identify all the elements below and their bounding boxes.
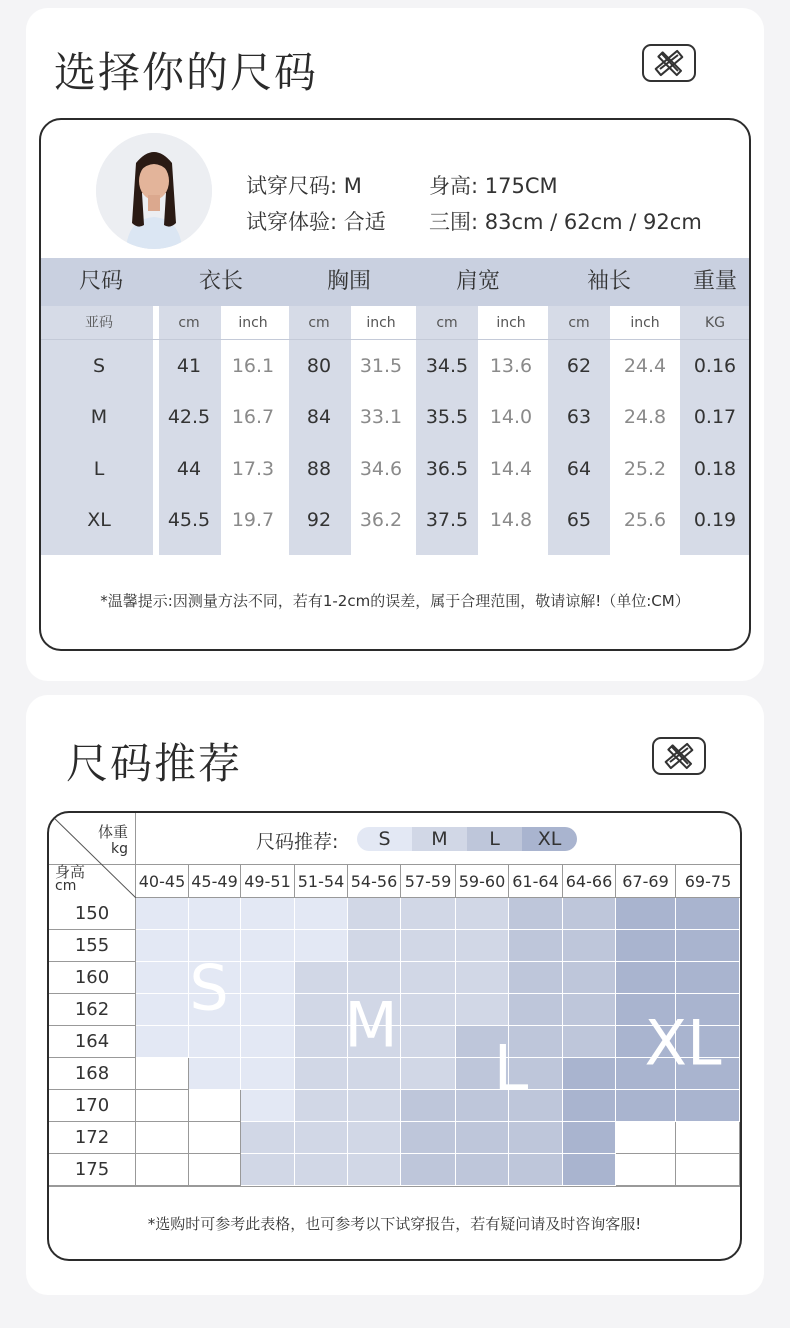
size-value: 24.8 bbox=[623, 406, 667, 428]
height-row-header: 175 bbox=[49, 1154, 136, 1186]
size-zone-label: XL bbox=[644, 1006, 722, 1080]
size-cell bbox=[456, 930, 509, 962]
size-cell bbox=[189, 1090, 241, 1122]
size-value: 65 bbox=[566, 509, 592, 531]
ruler-icon bbox=[652, 737, 706, 775]
size-cell bbox=[136, 1122, 189, 1154]
weight-range-header: 59-60 bbox=[456, 865, 509, 898]
size-cell bbox=[189, 1154, 241, 1186]
size-cell bbox=[136, 1058, 189, 1090]
size-cell bbox=[401, 1058, 456, 1090]
size-cell bbox=[241, 1122, 295, 1154]
legend-item-l: L bbox=[467, 827, 522, 851]
size-zone-label: S bbox=[189, 951, 229, 1025]
subheader-cell: inch bbox=[366, 315, 396, 331]
size-value: 0.17 bbox=[693, 406, 737, 428]
size-cell bbox=[676, 930, 740, 962]
size-value: 36.2 bbox=[359, 509, 403, 531]
size-cell bbox=[295, 1026, 348, 1058]
size-cell bbox=[676, 1154, 740, 1186]
size-cell bbox=[295, 1058, 348, 1090]
section-title: 尺码推荐 bbox=[66, 739, 243, 788]
size-cell bbox=[676, 1090, 740, 1122]
size-cell bbox=[348, 1058, 401, 1090]
size-cell bbox=[241, 1154, 295, 1186]
size-cell bbox=[401, 930, 456, 962]
size-table-subheader bbox=[41, 306, 749, 340]
header-weight: 重量 bbox=[692, 269, 738, 294]
size-cell bbox=[563, 1154, 616, 1186]
size-label: S bbox=[92, 355, 106, 377]
size-value: 17.3 bbox=[231, 458, 275, 480]
weight-unit: kg bbox=[111, 841, 128, 857]
legend-item-m: M bbox=[412, 827, 467, 851]
size-cell bbox=[456, 1122, 509, 1154]
weight-range-header: 64-66 bbox=[563, 865, 616, 898]
size-cell bbox=[136, 1090, 189, 1122]
model-avatar bbox=[96, 133, 212, 249]
size-value: 25.2 bbox=[623, 458, 667, 480]
size-legend bbox=[357, 827, 577, 851]
weight-range-header: 61-64 bbox=[509, 865, 563, 898]
size-value: 14.0 bbox=[489, 406, 533, 428]
size-label: M bbox=[90, 406, 108, 428]
size-cell bbox=[616, 930, 676, 962]
size-value: 42.5 bbox=[167, 406, 211, 428]
weight-range-header: 45-49 bbox=[189, 865, 241, 898]
size-cell bbox=[241, 962, 295, 994]
size-cell bbox=[136, 898, 189, 930]
size-cell bbox=[136, 1154, 189, 1186]
grid-bottom-border bbox=[49, 1186, 740, 1187]
height-row-header: 164 bbox=[49, 1026, 136, 1058]
size-value: 0.16 bbox=[693, 355, 737, 377]
size-cell bbox=[456, 898, 509, 930]
size-value: 88 bbox=[306, 458, 332, 480]
size-cell bbox=[295, 898, 348, 930]
legend-row bbox=[49, 813, 740, 865]
size-cell bbox=[563, 1090, 616, 1122]
size-cell bbox=[563, 994, 616, 1026]
size-value: 45.5 bbox=[167, 509, 211, 531]
size-value: 14.8 bbox=[489, 509, 533, 531]
size-cell bbox=[509, 1154, 563, 1186]
subheader-cell: cm bbox=[178, 315, 200, 331]
legend-item-xl: XL bbox=[522, 827, 577, 851]
size-value: 37.5 bbox=[425, 509, 469, 531]
size-recommend-card bbox=[26, 695, 764, 1295]
size-cell bbox=[295, 962, 348, 994]
recommend-table-panel bbox=[47, 811, 742, 1261]
size-cell bbox=[509, 962, 563, 994]
size-value: 36.5 bbox=[425, 458, 469, 480]
size-cell bbox=[616, 962, 676, 994]
size-cell bbox=[456, 1154, 509, 1186]
size-cell bbox=[348, 1122, 401, 1154]
size-value: 34.5 bbox=[425, 355, 469, 377]
recommend-note: *选购时可参考此表格，也可参考以下试穿报告，若有疑问请及时咨询客服! bbox=[147, 1215, 642, 1233]
size-cell bbox=[295, 930, 348, 962]
size-value: 19.7 bbox=[231, 509, 275, 531]
size-zone-label: L bbox=[493, 1031, 529, 1105]
size-cell bbox=[401, 1154, 456, 1186]
header-sleeve: 袖长 bbox=[586, 269, 632, 294]
legend-item-s: S bbox=[357, 827, 412, 851]
size-cell bbox=[189, 1058, 241, 1090]
size-cell bbox=[241, 1090, 295, 1122]
size-cell bbox=[295, 1154, 348, 1186]
size-cell bbox=[189, 1122, 241, 1154]
size-value: 16.1 bbox=[231, 355, 275, 377]
size-cell bbox=[401, 1026, 456, 1058]
size-cell bbox=[509, 930, 563, 962]
size-cell bbox=[295, 1090, 348, 1122]
size-value: 0.19 bbox=[693, 509, 737, 531]
size-cell bbox=[563, 930, 616, 962]
size-cell bbox=[348, 1090, 401, 1122]
weight-label: 体重 bbox=[97, 823, 128, 841]
size-cell bbox=[136, 1026, 189, 1058]
size-value: 64 bbox=[566, 458, 592, 480]
subheader-cell: inch bbox=[238, 315, 268, 331]
size-cell bbox=[136, 962, 189, 994]
weight-range-header: 49-51 bbox=[241, 865, 295, 898]
size-value: 34.6 bbox=[359, 458, 403, 480]
size-value: 25.6 bbox=[623, 509, 667, 531]
size-value: 14.4 bbox=[489, 458, 533, 480]
size-chart-panel bbox=[39, 118, 751, 651]
subheader-cell: inch bbox=[630, 315, 660, 331]
size-cell bbox=[401, 962, 456, 994]
size-table-body bbox=[41, 340, 749, 555]
size-cell bbox=[456, 994, 509, 1026]
size-cell bbox=[241, 1026, 295, 1058]
size-cell bbox=[401, 994, 456, 1026]
model-measurements: 三围: 83cm / 62cm / 92cm bbox=[429, 210, 702, 234]
weight-range-header: 57-59 bbox=[401, 865, 456, 898]
size-cell bbox=[348, 898, 401, 930]
size-cell bbox=[563, 962, 616, 994]
size-cell bbox=[563, 898, 616, 930]
size-cell bbox=[241, 898, 295, 930]
size-cell bbox=[509, 994, 563, 1026]
height-row-header: 172 bbox=[49, 1122, 136, 1154]
height-row-header: 168 bbox=[49, 1058, 136, 1090]
size-cell bbox=[401, 1122, 456, 1154]
size-cell bbox=[616, 1090, 676, 1122]
size-value: 92 bbox=[306, 509, 332, 531]
size-cell bbox=[676, 962, 740, 994]
size-value: 13.6 bbox=[489, 355, 533, 377]
subheader-cell: cm bbox=[436, 315, 458, 331]
size-cell bbox=[509, 898, 563, 930]
size-cell bbox=[563, 1122, 616, 1154]
model-height: 身高: 175CM bbox=[429, 174, 558, 198]
weight-range-header: 40-45 bbox=[136, 865, 189, 898]
size-cell bbox=[136, 994, 189, 1026]
size-value: 31.5 bbox=[359, 355, 403, 377]
subheader-cell: 亚码 bbox=[85, 315, 113, 331]
size-selection-card bbox=[26, 8, 764, 681]
size-cell bbox=[676, 1122, 740, 1154]
size-cell bbox=[563, 1058, 616, 1090]
size-cell bbox=[563, 1026, 616, 1058]
height-row-header: 150 bbox=[49, 898, 136, 930]
size-cell bbox=[348, 1154, 401, 1186]
size-table-header bbox=[41, 258, 749, 306]
subheader-cell: cm bbox=[308, 315, 330, 331]
subheader-cell: inch bbox=[496, 315, 526, 331]
trial-experience: 试穿体验: 合适 bbox=[246, 210, 386, 234]
size-cell bbox=[676, 898, 740, 930]
size-cell bbox=[401, 898, 456, 930]
size-value: 41 bbox=[176, 355, 202, 377]
height-row-header: 160 bbox=[49, 962, 136, 994]
header-size: 尺码 bbox=[78, 269, 124, 294]
ruler-icon bbox=[642, 44, 696, 82]
size-cell bbox=[401, 1090, 456, 1122]
size-value: 84 bbox=[306, 406, 332, 428]
size-cell bbox=[616, 1154, 676, 1186]
size-value: 0.18 bbox=[693, 458, 737, 480]
size-cell bbox=[348, 930, 401, 962]
section-title: 选择你的尺码 bbox=[54, 48, 319, 97]
size-value: 44 bbox=[176, 458, 202, 480]
size-cell bbox=[241, 1058, 295, 1090]
height-row-header: 155 bbox=[49, 930, 136, 962]
size-cell bbox=[241, 930, 295, 962]
table-corner bbox=[49, 813, 136, 898]
size-cell bbox=[136, 930, 189, 962]
size-cell bbox=[241, 994, 295, 1026]
size-value: 62 bbox=[566, 355, 592, 377]
size-zone-label: M bbox=[344, 988, 398, 1062]
size-cell bbox=[189, 898, 241, 930]
header-bust: 胸围 bbox=[326, 269, 372, 294]
size-cell bbox=[616, 898, 676, 930]
height-row-header: 170 bbox=[49, 1090, 136, 1122]
weight-range-header: 69-75 bbox=[676, 865, 740, 898]
size-cell bbox=[189, 1026, 241, 1058]
legend-label: 尺码推荐: bbox=[256, 831, 339, 853]
size-cell bbox=[295, 994, 348, 1026]
size-cell bbox=[295, 1122, 348, 1154]
weight-range-header: 51-54 bbox=[295, 865, 348, 898]
size-label: XL bbox=[87, 509, 111, 531]
size-value: 33.1 bbox=[359, 406, 403, 428]
measurement-note: *温馨提示:因测量方法不同，若有1-2cm的误差，属于合理范围，敬请谅解!（单位:CM） bbox=[100, 592, 690, 610]
height-row-header: 162 bbox=[49, 994, 136, 1026]
size-value: 63 bbox=[566, 406, 592, 428]
size-cell bbox=[509, 1122, 563, 1154]
size-value: 16.7 bbox=[231, 406, 275, 428]
height-label: 身高 bbox=[55, 863, 86, 881]
subheader-cell: KG bbox=[704, 315, 726, 331]
trial-size: 试穿尺码: M bbox=[246, 174, 362, 198]
size-value: 35.5 bbox=[425, 406, 469, 428]
size-cell bbox=[616, 1122, 676, 1154]
size-value: 80 bbox=[306, 355, 332, 377]
subheader-cell: cm bbox=[568, 315, 590, 331]
height-unit: cm bbox=[55, 878, 77, 894]
size-cell bbox=[456, 962, 509, 994]
header-shoulder: 肩宽 bbox=[455, 269, 501, 294]
size-value: 24.4 bbox=[623, 355, 667, 377]
header-length: 衣长 bbox=[198, 269, 244, 294]
weight-range-header: 67-69 bbox=[616, 865, 676, 898]
size-label: L bbox=[93, 458, 105, 480]
weight-range-header: 54-56 bbox=[348, 865, 401, 898]
